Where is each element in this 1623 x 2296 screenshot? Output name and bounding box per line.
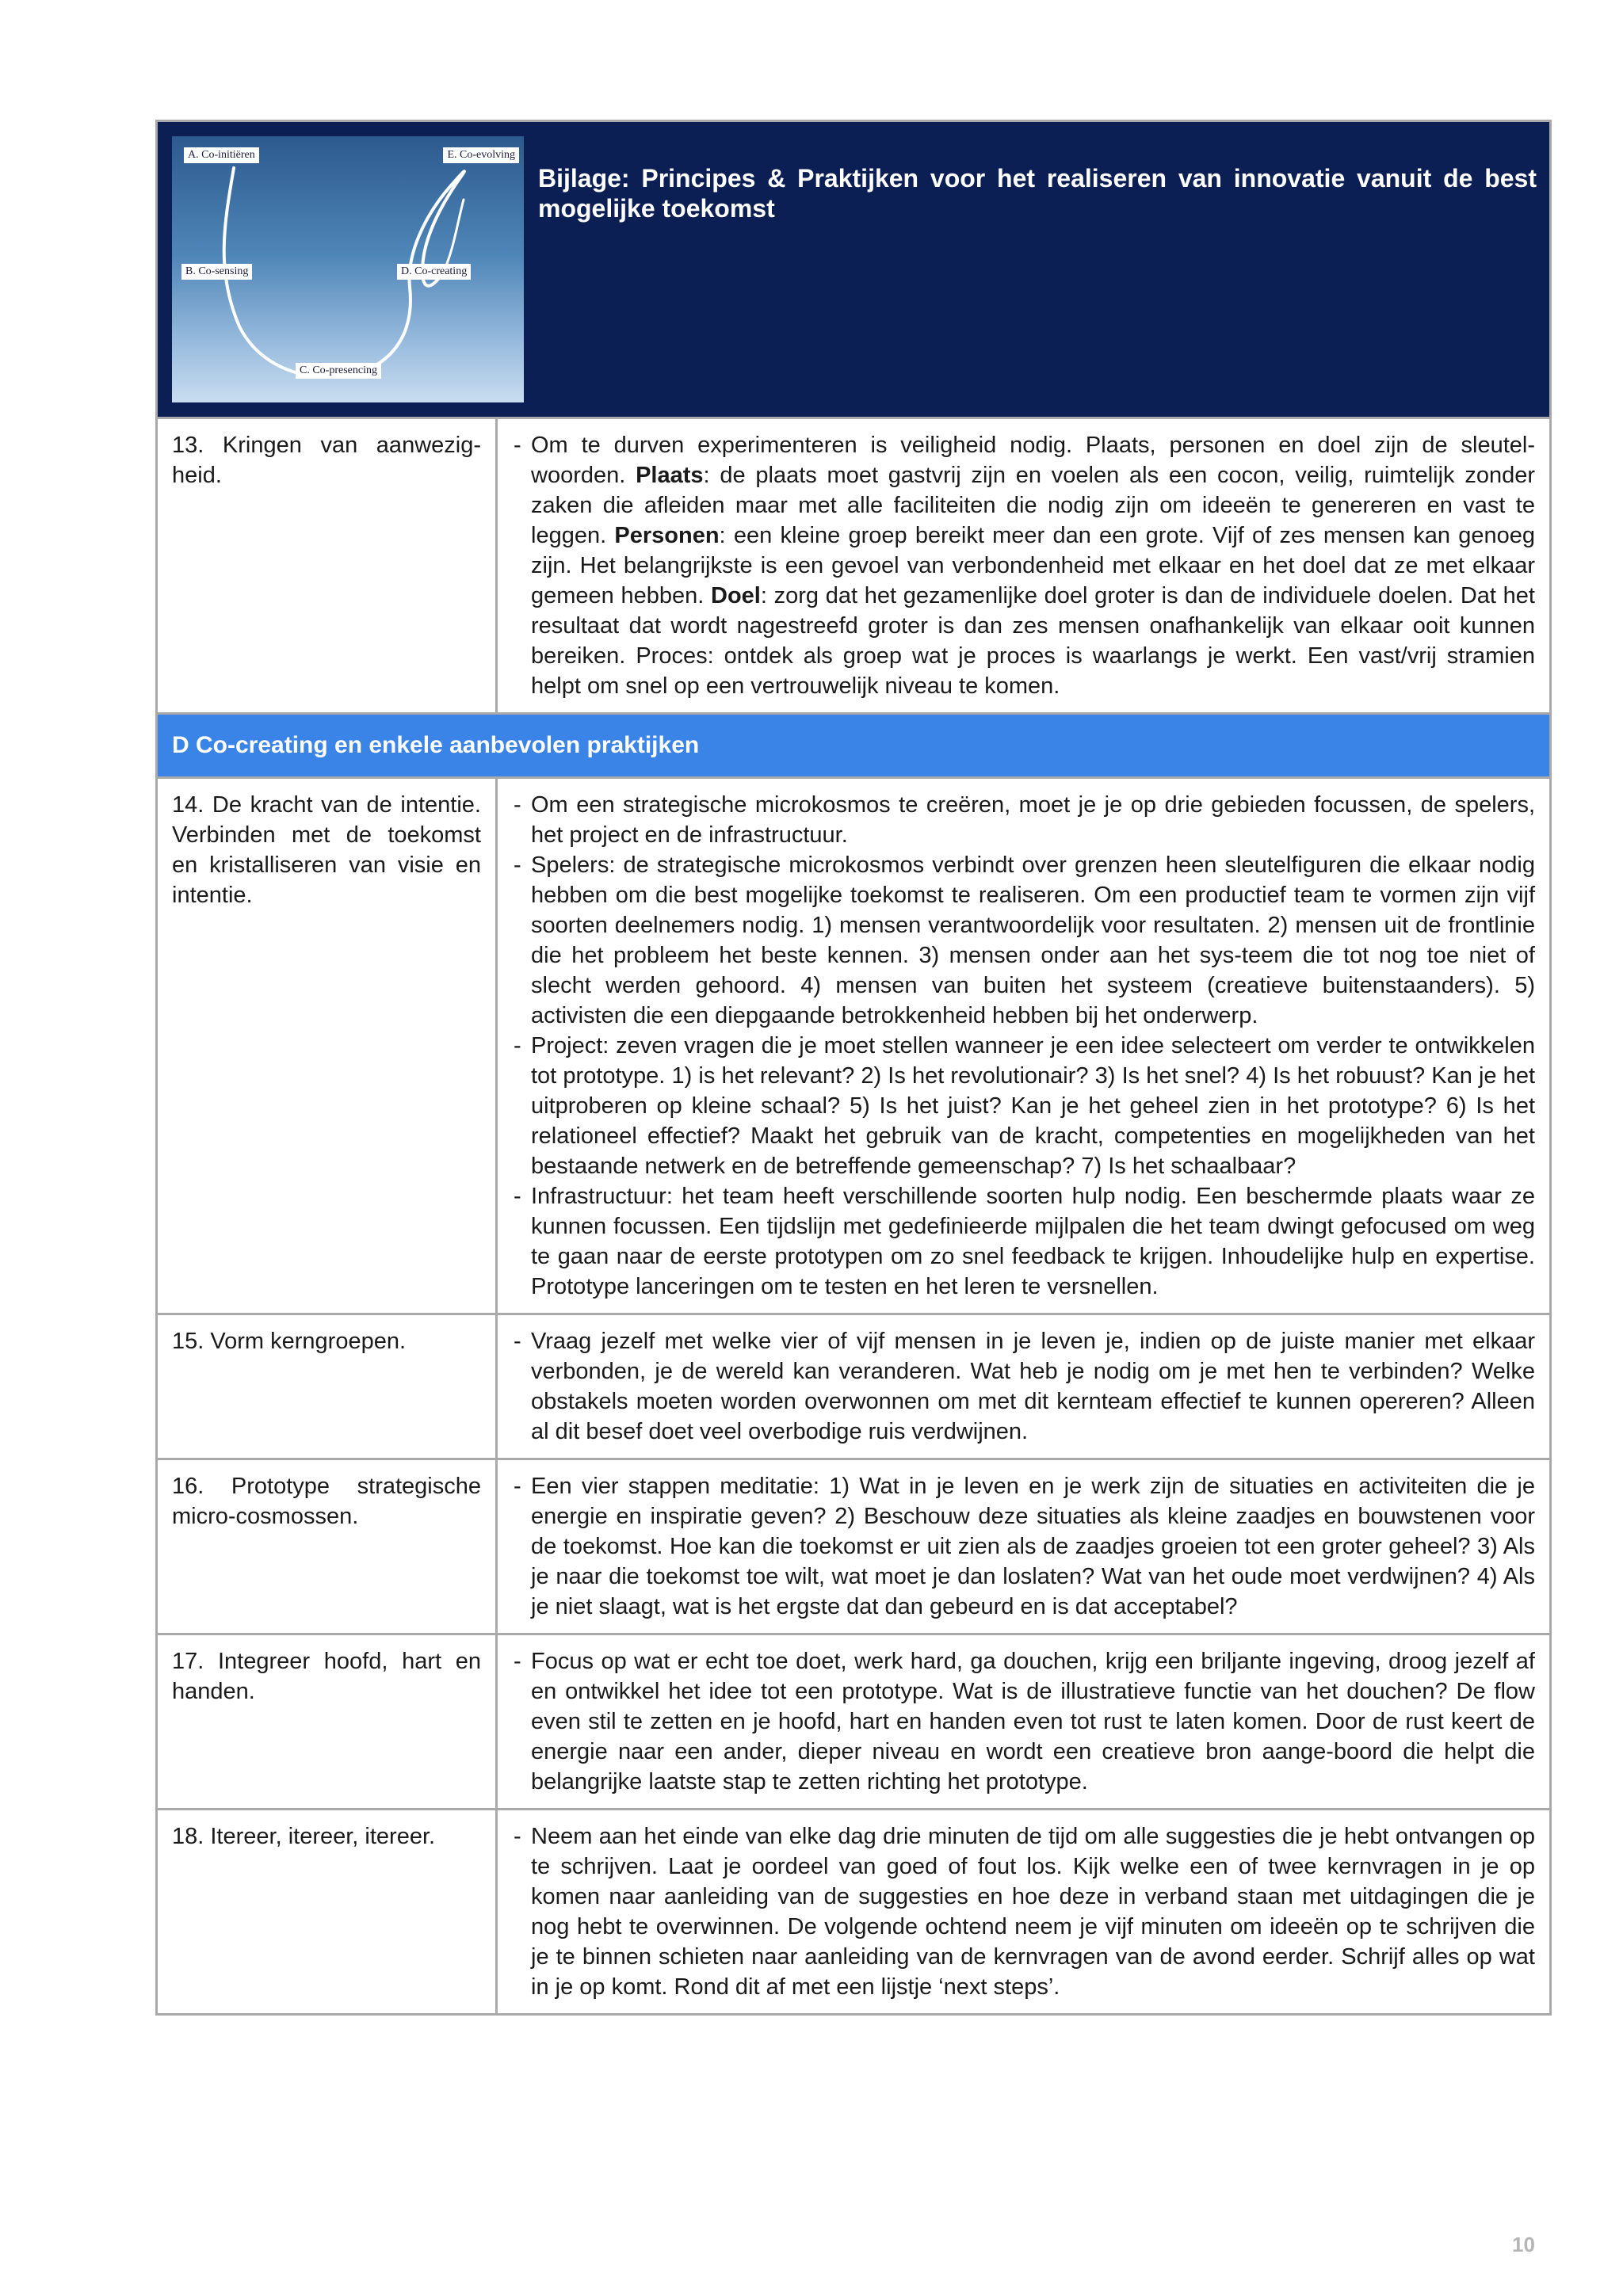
logo-label-e: E. Co-evolving — [443, 147, 519, 163]
table-row-18 — [158, 1810, 1549, 2013]
table-row-17 — [158, 1635, 1549, 1810]
table-row-13 — [158, 419, 1549, 715]
row-label: 15. Vorm kerngroepen. — [158, 1315, 498, 1458]
appendix-table — [155, 120, 1552, 2016]
row-label: 14. De kracht van de intentie. Verbinden met de toekomst en kristalliseren van visie en intentie. — [158, 779, 498, 1313]
table-row-16 — [158, 1460, 1549, 1635]
bold-term-doel: Doel — [711, 583, 761, 608]
bold-term-personen: Personen — [614, 523, 720, 548]
row-content — [498, 1315, 1549, 1458]
logo-label-d: D. Co-creating — [397, 264, 471, 280]
list-item — [514, 430, 1535, 701]
bullet-dash: - — [514, 1649, 521, 1674]
bullet-dash: - — [514, 852, 521, 878]
list-item: - Spelers: de strategische microkosmos verbindt over grenzen heen sleutelfiguren die elkaar nodig hebben om die best mogelijke toekomst te realiseren. Om een productief team te vormen zijn vijf soorten deelnemers nodig. 1) mensen verantwoordelijk voor resultaten. 2) mensen uit de frontlinie die het probleem het beste kennen. 3) mensen onder aan het sys-teem die tot nog toe niet of slecht werden gehoord. 4) mensen van buiten het systeem (creatieve buitenstaanders). 5) activisten die een diepgaande betrokkenheid hebben bij het onderwerp. — [514, 850, 1535, 1031]
row-content — [498, 1635, 1549, 1808]
header-banner — [158, 122, 1549, 419]
bullet-dash: - — [514, 1033, 521, 1058]
row-label: 18. Itereer, itereer, itereer. — [158, 1810, 498, 2013]
row-label: 16. Prototype strategische micro-cosmossen. — [158, 1460, 498, 1633]
section-header-d: D Co-creating en enkele aanbevolen praktijken — [158, 715, 1549, 779]
bullet-dash: - — [514, 792, 521, 818]
list-item: - Vraag jezelf met welke vier of vijf mensen in je leven je, indien op de juiste manier met elkaar verbonden, je de wereld kan veranderen. Wat heb je nodig om je met hen te verbinden? Welke obstakels moeten worden overwonnen om met dit kernteam effectief te kunnen opereren? Alleen al dit besef doet veel overbodige ruis verdwijnen. — [514, 1326, 1535, 1447]
bullet-dash: - — [514, 1474, 521, 1499]
row-content — [498, 1810, 1549, 2013]
list-item: - Focus op wat er echt toe doet, werk hard, ga douchen, krijg een briljante ingeving, droog jezelf af en ontwikkel het idee tot een prototype. Wat is de illustratieve functie van het douchen? De flow even stil te zetten en je hoofd, hart en handen even tot rust te laten komen. Door de rust keert de energie naar een ander, dieper niveau en wordt een creatieve bron aange-boord die helpt die belangrijke laatste stap te zetten richting het prototype. — [514, 1646, 1535, 1797]
list-item: - Project: zeven vragen die je moet stellen wanneer je een idee selecteert om verder te ontwikkelen tot prototype. 1) is het relevant? 2) Is het revolutionair? 3) Is het snel? 4) Is het robuust? Kan je het uitproberen op kleine schaal? 5) Is het juist? Kan je het geheel zien in het prototype? 6) Is het relationeel effectief? Maakt het gebruik van de kracht, competenties en mogelijkheden van het bestaande netwerk en de betreffende gemeenschap? 7) Is het schaalbaar? — [514, 1031, 1535, 1181]
bullet-dash: - — [514, 433, 521, 458]
row-label: 13. Kringen van aanwezig-heid. — [158, 419, 498, 712]
row-label: 17. Integreer hoofd, hart en handen. — [158, 1635, 498, 1808]
logo-label-b: B. Co-sensing — [181, 264, 252, 280]
text-segment: : de plaats moet gastvrij zijn en voelen als een cocon, veilig, ruimtelijk zonder zaken die afleiden maar met alle faciliteiten die nodig zijn om ideeën te genereren en vast te leggen. — [531, 463, 1535, 548]
list-item: - Een vier stappen meditatie: 1) Wat in je leven en je werk zijn de situaties en activiteiten die je energie en inspiratie geven? 2) Beschouw deze situaties als kleine zaadjes en bouwstenen voor de toekomst. Hoe kan die toekomst er uit zien als de zaadjes groeien tot een groter geheel? 3) Als je naar die toekomst toe wilt, wat moet je dan loslaten? Wat van het oude moet verdwijnen? 4) Als je niet slaagt, wat is het ergste dat dan gebeurd en is dat acceptabel? — [514, 1471, 1535, 1622]
bullet-dash: - — [514, 1329, 521, 1354]
text-segment: : een kleine groep bereikt meer dan een grote. Vijf of zes mensen kan genoeg zijn. Het belangrijkste is een gevoel van verbondenheid met elkaar en het doel dat ze met elkaar gemeen hebben. — [531, 523, 1535, 608]
table-row-15 — [158, 1315, 1549, 1460]
text-segment: : zorg dat het gezamenlijke doel groter is dan de individuele doelen. Dat het resultaat dat wordt nagestreefd groter is dan zes mensen onafhankelijk van elkaar ooit kunnen bereiken. Proces: ontdek als groep wat je proces is waarlangs je werkt. Een vast/vrij stramien helpt om snel op een vertrouwelijk niveau te komen. — [531, 583, 1535, 699]
logo-label-a: A. Co-initiëren — [184, 147, 259, 163]
row-content — [498, 419, 1549, 712]
row-content — [498, 1460, 1549, 1633]
list-item: - Infrastructuur: het team heeft verschillende soorten hulp nodig. Een beschermde plaats waar ze kunnen focussen. Een tijdslijn met gedefinieerde mijlpalen die het team dwingt gefocused om weg te gaan naar de eerste prototypen om zo snel feedback te krijgen. Inhoudelijke hulp en expertise. Prototype lanceringen om te testen en het leren te versnellen. — [514, 1181, 1535, 1302]
row-content — [498, 779, 1549, 1313]
bullet-dash: - — [514, 1824, 521, 1849]
text-segment: Om te durven experimenteren is veiligheid nodig. Plaats, personen en doel zijn de sleutel-woorden. — [531, 433, 1535, 488]
page-number: 10 — [1512, 2233, 1535, 2256]
bold-term-plaats: Plaats — [636, 463, 704, 488]
table-row-14 — [158, 779, 1549, 1315]
bullet-dash: - — [514, 1184, 521, 1209]
list-item: - Neem aan het einde van elke dag drie minuten de tijd om alle suggesties die je hebt ontvangen op te schrijven. Laat je oordeel van goed of fout los. Kijk welke een of twee kernvragen in je op komen naar aanleiding van de suggesties en hoe deze in verband staan met uitdagingen die je nog hebt te overwinnen. De volgende ochtend neem je vijf minuten om ideeën op te schrijven die je te binnen schieten naar aanleiding van de kernvragen van de avond eerder. Schrijf alles op wat in je op komt. Rond dit af met een lijstje ‘next steps’. — [514, 1821, 1535, 2002]
list-item: - Om een strategische microkosmos te creëren, moet je je op drie gebieden focussen, de spelers, het project en de infrastructuur. — [514, 790, 1535, 850]
page-title: Bijlage: Principes & Praktijken voor het realiseren van innovatie vanuit de best mogelijke toekomst — [538, 164, 1537, 223]
logo-label-c: C. Co-presencing — [296, 363, 381, 379]
u-curve-logo — [172, 136, 524, 402]
